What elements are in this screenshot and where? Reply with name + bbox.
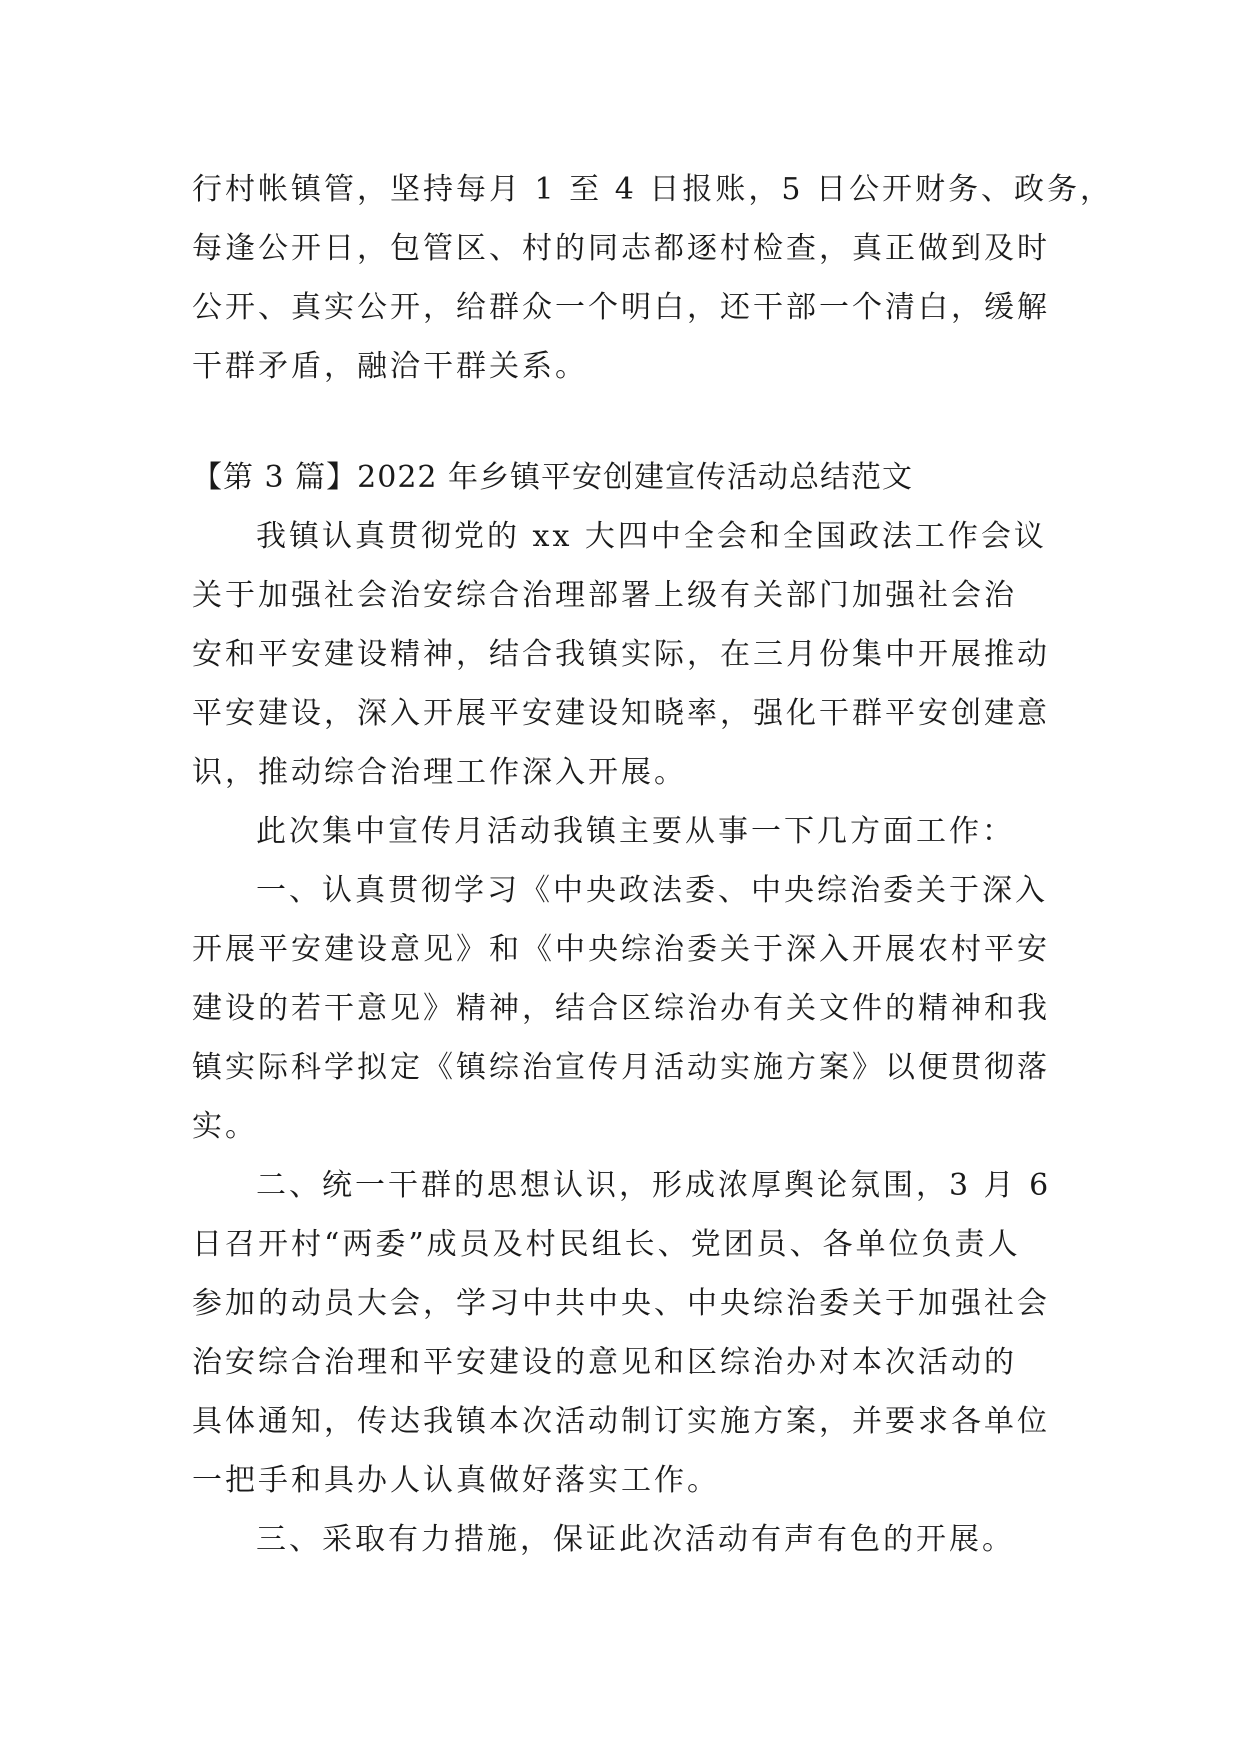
- text-line: 一把手和具办人认真做好落实工作。: [192, 1463, 720, 1498]
- text-line: 镇实际科学拟定《镇综治宣传月活动实施方案》以便贯彻落: [192, 1050, 1050, 1085]
- text-line: 关于加强社会治安综合治理部署上级有关部门加强社会治: [192, 578, 1017, 613]
- text-line: 识，推动综合治理工作深入开展。: [192, 755, 687, 790]
- text-line: 具体通知，传达我镇本次活动制订实施方案，并要求各单位: [192, 1404, 1050, 1439]
- paragraph-3: [192, 861, 1072, 1156]
- text-line: 平安建设，深入开展平安建设知晓率，强化干群平安创建意: [192, 696, 1050, 731]
- text-line: 二、统一干群的思想认识，形成浓厚舆论氛围，3 月 6: [256, 1168, 1052, 1203]
- paragraph-5: [192, 1510, 1072, 1569]
- text-line: 实。: [192, 1109, 258, 1144]
- paragraph-2: [192, 802, 1072, 861]
- paragraph-4: [192, 1156, 1072, 1510]
- text-line: 三、采取有力措施，保证此次活动有声有色的开展。: [256, 1522, 1015, 1557]
- continuation-paragraph: [192, 160, 1113, 396]
- text-line: 开展平安建设意见》和《中央综治委关于深入开展农村平安: [192, 932, 1050, 967]
- text-line: 一、认真贯彻学习《中央政法委、中央综治委关于深入: [256, 873, 1048, 908]
- text-line: 每逢公开日，包管区、村的同志都逐村检查，真正做到及时: [192, 231, 1050, 266]
- article-section: [192, 448, 1072, 1569]
- article-heading: 【第 3 篇】2022 年乡镇平安创建宣传活动总结范文: [192, 460, 914, 495]
- text-line: 我镇认真贯彻党的 xx 大四中全会和全国政法工作会议: [256, 519, 1047, 554]
- text-line: 此次集中宣传月活动我镇主要从事一下几方面工作：: [256, 814, 1015, 849]
- text-line: 公开、真实公开，给群众一个明白，还干部一个清白，缓解: [192, 290, 1050, 325]
- text-line: 建设的若干意见》精神，结合区综治办有关文件的精神和我: [192, 991, 1050, 1026]
- text-line: 日召开村“两委”成员及村民组长、党团员、各单位负责人: [192, 1227, 1021, 1262]
- text-line: 安和平安建设精神，结合我镇实际，在三月份集中开展推动: [192, 637, 1050, 672]
- text-line: 干群矛盾，融洽干群关系。: [192, 349, 588, 384]
- paragraph-1: [192, 507, 1072, 802]
- text-line: 治安综合治理和平安建设的意见和区综治办对本次活动的: [192, 1345, 1017, 1380]
- text-line: 参加的动员大会，学习中共中央、中央综治委关于加强社会: [192, 1286, 1050, 1321]
- text-line: 行村帐镇管，坚持每月 1 至 4 日报账，5 日公开财务、政务，: [192, 172, 1113, 207]
